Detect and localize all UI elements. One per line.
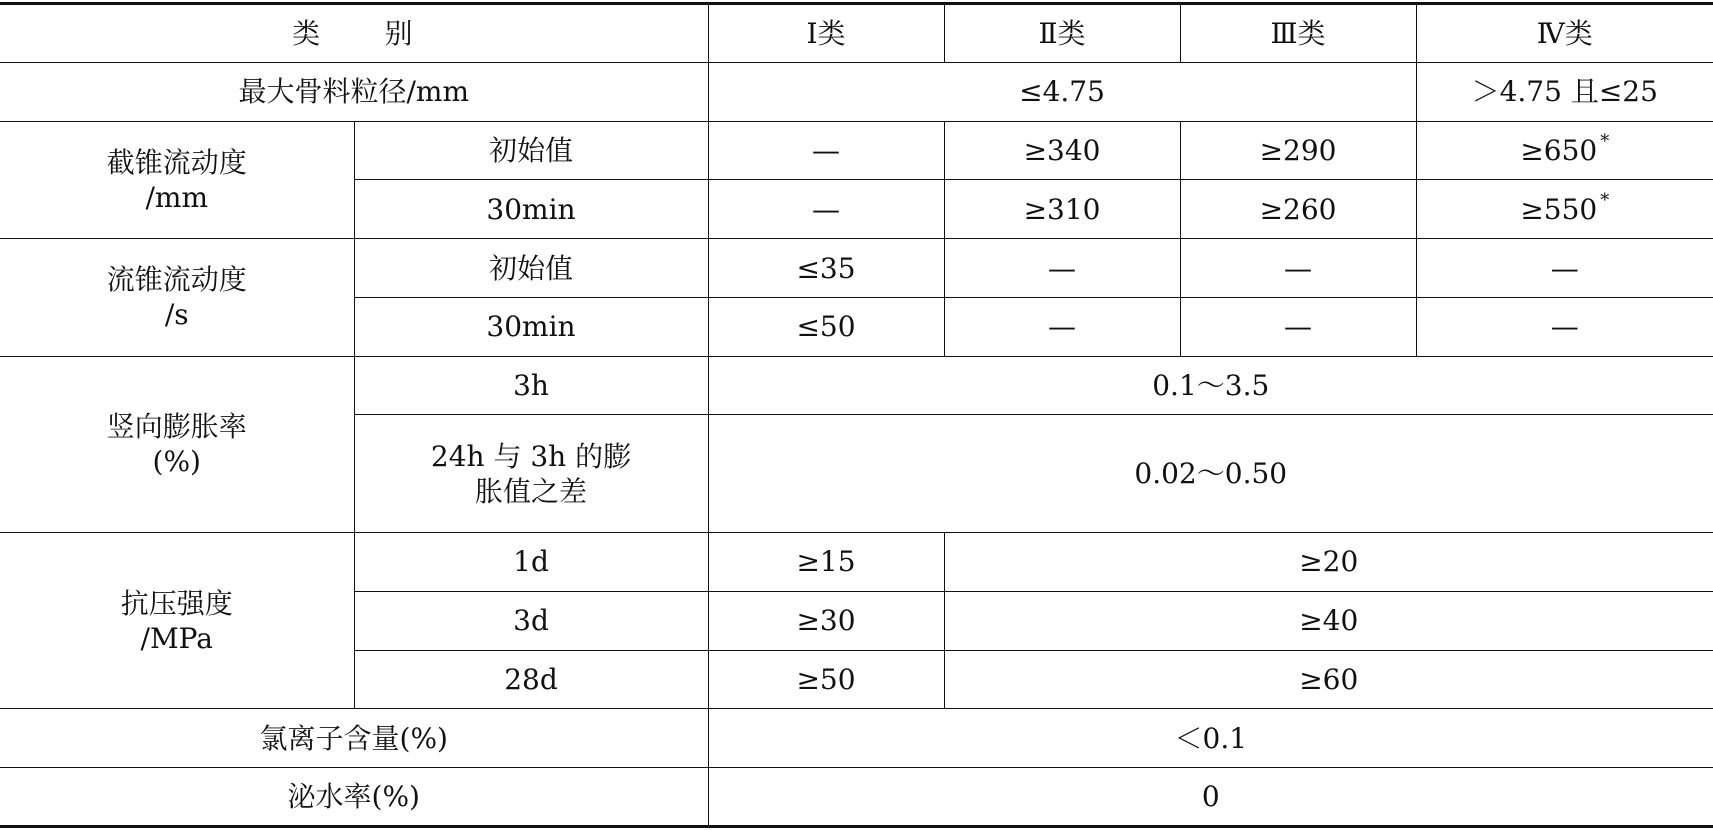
header-row — [0, 4, 1713, 63]
strength-28d-c234: ≥60 — [944, 650, 1713, 709]
row-max-aggregate — [0, 62, 1713, 121]
flow-cone-initial-c3: — — [1180, 239, 1416, 298]
truncated-cone-sub-initial: 初始值 — [354, 121, 708, 180]
row-bleeding — [0, 768, 1713, 827]
max-aggregate-value-4: ＞4.75 且≤25 — [1416, 62, 1713, 121]
header-category: 类 别 — [0, 4, 708, 63]
flow-cone-30min-c4: — — [1416, 297, 1713, 356]
flow-cone-30min-c3: — — [1180, 297, 1416, 356]
truncated-cone-30min-c3: ≥260 — [1180, 180, 1416, 239]
truncated-cone-initial-c2: ≥340 — [944, 121, 1180, 180]
bleeding-label: 泌水率(%) — [0, 768, 708, 827]
header-class-1: Ⅰ类 — [708, 4, 944, 63]
expansion-label-line1: 竖向膨胀率 — [106, 410, 247, 444]
row-strength-1d — [0, 533, 1713, 592]
expansion-label-line2: (%) — [152, 445, 201, 479]
truncated-cone-initial-c4 — [1416, 121, 1713, 180]
footnote-mark: * — [1600, 189, 1610, 211]
flow-cone-initial-c4: — — [1416, 239, 1713, 298]
expansion-sub-3h: 3h — [354, 356, 708, 415]
flow-cone-sub-initial: 初始值 — [354, 239, 708, 298]
header-class-3: Ⅲ类 — [1180, 4, 1416, 63]
truncated-cone-30min-c1: — — [708, 180, 944, 239]
expansion-sub-diff-line2: 胀值之差 — [475, 474, 588, 508]
truncated-cone-label-line1: 截锥流动度 — [106, 145, 247, 179]
strength-28d-c1: ≥50 — [708, 650, 944, 709]
chloride-value: ＜0.1 — [708, 709, 1713, 768]
strength-sub-1d: 1d — [354, 533, 708, 592]
expansion-3h-value: 0.1～3.5 — [708, 356, 1713, 415]
grout-performance-table — [0, 2, 1713, 828]
max-aggregate-value-1-3: ≤4.75 — [708, 62, 1416, 121]
flow-cone-label-line1: 流锥流动度 — [106, 263, 247, 297]
truncated-cone-30min-c4 — [1416, 180, 1713, 239]
expansion-sub-diff — [354, 415, 708, 533]
bleeding-value: 0 — [708, 768, 1713, 827]
truncated-cone-initial-c4-value: ≥650 — [1520, 133, 1598, 167]
strength-1d-c234: ≥20 — [944, 533, 1713, 592]
flow-cone-sub-30min: 30min — [354, 297, 708, 356]
strength-3d-c1: ≥30 — [708, 591, 944, 650]
flow-cone-label-line2: /s — [164, 298, 189, 332]
strength-label-line2: /MPa — [140, 621, 213, 655]
strength-3d-c234: ≥40 — [944, 591, 1713, 650]
strength-1d-c1: ≥15 — [708, 533, 944, 592]
truncated-cone-30min-c4-value: ≥550 — [1520, 192, 1598, 226]
expansion-label — [0, 356, 354, 532]
flow-cone-initial-c2: — — [944, 239, 1180, 298]
row-truncated-cone-initial — [0, 121, 1713, 180]
header-class-4: Ⅳ类 — [1416, 4, 1713, 63]
footnote-mark: * — [1600, 130, 1610, 152]
flow-cone-30min-c1: ≤50 — [708, 297, 944, 356]
expansion-sub-diff-line1: 24h 与 3h 的膨 — [430, 439, 632, 473]
truncated-cone-label-line2: /mm — [145, 180, 209, 214]
strength-sub-28d: 28d — [354, 650, 708, 709]
row-flow-cone-initial — [0, 239, 1713, 298]
truncated-cone-30min-c2: ≥310 — [944, 180, 1180, 239]
truncated-cone-initial-c1: — — [708, 121, 944, 180]
strength-label-line1: 抗压强度 — [120, 586, 233, 620]
row-expansion-3h — [0, 356, 1713, 415]
flow-cone-label — [0, 239, 354, 357]
header-class-2: Ⅱ类 — [944, 4, 1180, 63]
chloride-label: 氯离子含量(%) — [0, 709, 708, 768]
max-aggregate-label: 最大骨料粒径/mm — [0, 62, 708, 121]
expansion-diff-value: 0.02～0.50 — [708, 415, 1713, 533]
truncated-cone-sub-30min: 30min — [354, 180, 708, 239]
flow-cone-30min-c2: — — [944, 297, 1180, 356]
row-chloride — [0, 709, 1713, 768]
strength-sub-3d: 3d — [354, 591, 708, 650]
truncated-cone-label — [0, 121, 354, 239]
truncated-cone-initial-c3: ≥290 — [1180, 121, 1416, 180]
strength-label — [0, 533, 354, 709]
flow-cone-initial-c1: ≤35 — [708, 239, 944, 298]
